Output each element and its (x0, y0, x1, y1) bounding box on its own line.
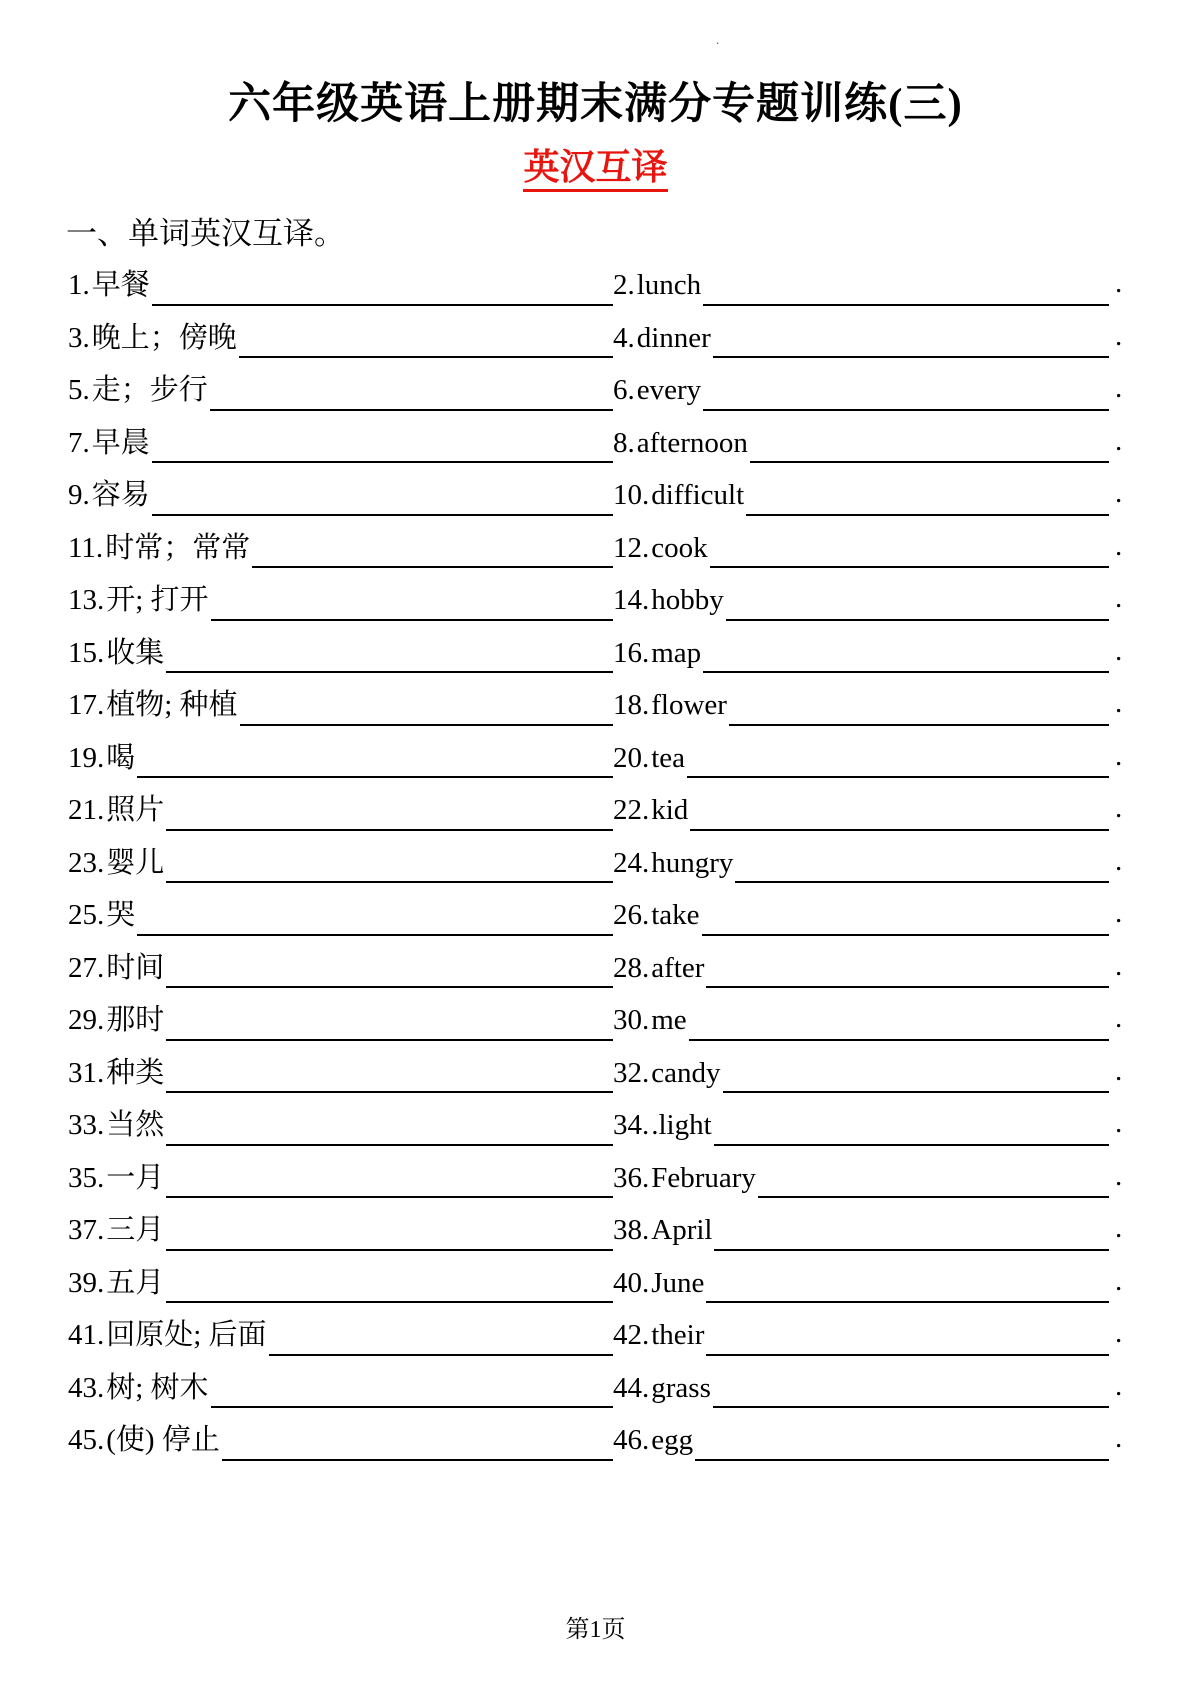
item-number: 46. (613, 1424, 650, 1456)
item-number: 33. (68, 1109, 105, 1141)
section-heading: 一、单词英汉互译。 (66, 216, 345, 251)
exercise-item (68, 469, 613, 522)
answer-blank[interactable] (695, 1429, 1109, 1461)
exercise-item: 4. dinner . (613, 312, 1135, 365)
item-prompt: 喝 (106, 741, 136, 774)
item-number: 23. (68, 846, 105, 879)
item-prompt: 晚上；傍晚 (91, 321, 237, 354)
item-prompt: June (651, 1266, 705, 1299)
item-prompt: 回原处; 后面 (106, 1319, 267, 1351)
item-number: 3. (68, 321, 90, 354)
item-number: 30. (613, 1004, 650, 1036)
exercise-item (68, 1257, 613, 1310)
exercise-item (68, 1362, 613, 1415)
item-number: 36. (613, 1161, 650, 1194)
answer-blank[interactable] (222, 1429, 613, 1461)
item-prompt: April (651, 1214, 713, 1246)
item-number: 29. (68, 1004, 105, 1036)
item-prompt: 那时 (106, 1004, 165, 1036)
answer-blank[interactable] (211, 1376, 613, 1408)
item-prompt: hungry (651, 846, 734, 879)
item-prompt: 当然 (106, 1109, 165, 1141)
exercise-item (68, 837, 613, 890)
item-number: 25. (68, 899, 105, 931)
exercise-item: 46. egg . (613, 1414, 1135, 1467)
item-prompt: February (651, 1161, 756, 1194)
item-number: 7. (68, 426, 90, 459)
exercise-item: 42. their . (613, 1309, 1135, 1362)
exercise-item: 24. hungry . (613, 837, 1135, 890)
item-prompt: 走；步行 (91, 374, 208, 406)
item-prompt: 容易 (91, 479, 150, 511)
item-prompt: tea (651, 741, 686, 774)
exercise-item: 22. kid . (613, 784, 1135, 837)
answer-blank[interactable] (166, 799, 613, 831)
item-prompt: 树; 树木 (106, 1371, 209, 1404)
answer-blank[interactable] (689, 1009, 1109, 1041)
answer-blank[interactable] (687, 746, 1109, 778)
exercise-list (62, 259, 1129, 1467)
exercise-item: 16. map . (613, 627, 1135, 680)
page-subtitle-text: 英汉互译 (523, 147, 667, 192)
page-title: 六年级英语上册期末满分专题训练(三) (228, 81, 963, 128)
item-prompt: (使) 停止 (106, 1424, 220, 1456)
answer-blank[interactable] (726, 589, 1109, 621)
item-prompt: 哭 (106, 899, 136, 931)
answer-blank[interactable] (703, 274, 1109, 306)
page-mark: . (716, 32, 720, 47)
page-subtitle (62, 139, 1129, 190)
item-number: 17. (68, 689, 105, 721)
exercise-item (68, 1152, 613, 1205)
item-number: 4. (613, 321, 635, 354)
item-prompt: 婴儿 (106, 846, 165, 879)
item-number: 16. (613, 636, 650, 669)
answer-blank[interactable] (714, 1219, 1109, 1251)
item-number: 22. (613, 794, 650, 826)
exercise-item: 8. afternoon . (613, 417, 1135, 470)
item-number: 1. (68, 269, 90, 301)
item-prompt: 照片 (106, 794, 165, 826)
exercise-item (68, 1309, 613, 1362)
answer-blank[interactable] (166, 1219, 613, 1251)
answer-blank[interactable] (702, 904, 1109, 936)
answer-blank[interactable] (166, 1166, 613, 1198)
item-prompt: flower (651, 689, 727, 721)
exercise-item (68, 1414, 613, 1467)
page-footer: 第1页 (565, 1617, 626, 1643)
answer-blank[interactable] (166, 641, 613, 673)
answer-blank[interactable] (152, 484, 613, 516)
item-number: 11. (68, 531, 104, 564)
item-prompt: grass (651, 1371, 711, 1404)
item-prompt: 三月 (106, 1214, 165, 1246)
item-prompt: take (651, 899, 700, 931)
item-prompt: egg (651, 1424, 694, 1456)
exercise-item: 28. after . (613, 942, 1135, 995)
exercise-item (68, 627, 613, 680)
item-prompt: 时间 (106, 951, 165, 984)
answer-blank[interactable] (166, 1114, 613, 1146)
item-number: 5. (68, 374, 90, 406)
item-number: 18. (613, 689, 650, 721)
exercise-item (68, 574, 613, 627)
exercise-item: 10. difficult . (613, 469, 1135, 522)
exercise-item (68, 942, 613, 995)
answer-blank[interactable] (714, 1114, 1109, 1146)
answer-blank[interactable] (240, 694, 613, 726)
answer-blank[interactable] (723, 1061, 1110, 1093)
answer-blank[interactable] (137, 904, 613, 936)
answer-blank[interactable] (729, 694, 1109, 726)
exercise-item: 2. lunch . (613, 259, 1135, 312)
answer-blank[interactable] (758, 1166, 1109, 1198)
answer-blank[interactable] (735, 851, 1109, 883)
answer-blank[interactable] (706, 1271, 1109, 1303)
item-number: 38. (613, 1214, 650, 1246)
answer-blank[interactable] (166, 1061, 613, 1093)
item-number: 20. (613, 741, 650, 774)
item-prompt: every (636, 374, 702, 406)
answer-blank[interactable] (152, 431, 613, 463)
item-prompt: .light (651, 1109, 712, 1141)
answer-blank[interactable] (269, 1324, 613, 1356)
item-prompt: 一月 (106, 1161, 165, 1194)
exercise-item: 38. April . (613, 1204, 1135, 1257)
exercise-item: 6. every . (613, 364, 1135, 417)
item-prompt: 五月 (106, 1266, 165, 1299)
exercise-item (68, 1047, 613, 1100)
answer-blank[interactable] (703, 379, 1109, 411)
exercise-item (68, 1204, 613, 1257)
item-prompt: difficult (651, 479, 745, 511)
answer-blank[interactable] (706, 956, 1109, 988)
item-prompt: 时常；常常 (105, 531, 251, 564)
exercise-item: 26. take . (613, 889, 1135, 942)
item-number: 40. (613, 1266, 650, 1299)
item-prompt: 种类 (106, 1056, 165, 1089)
item-number: 2. (613, 269, 635, 301)
exercise-item: 30. me . (613, 994, 1135, 1047)
exercise-item: 44. grass . (613, 1362, 1135, 1415)
item-prompt: after (651, 951, 705, 984)
exercise-item: 14. hobby . (613, 574, 1135, 627)
answer-blank[interactable] (713, 1376, 1109, 1408)
exercise-item (68, 889, 613, 942)
answer-blank[interactable] (703, 641, 1109, 673)
item-prompt: lunch (636, 269, 702, 301)
item-number: 6. (613, 374, 635, 406)
item-prompt: candy (651, 1056, 721, 1089)
item-prompt: 开; 打开 (106, 584, 209, 616)
item-prompt: 收集 (106, 636, 165, 669)
item-number: 8. (613, 426, 635, 459)
item-number: 21. (68, 794, 105, 826)
item-number: 14. (613, 584, 650, 616)
answer-blank[interactable] (166, 851, 613, 883)
exercise-item (68, 259, 613, 312)
exercise-item (68, 994, 613, 1047)
item-number: 15. (68, 636, 105, 669)
answer-blank[interactable] (211, 589, 613, 621)
item-prompt: afternoon (636, 426, 748, 459)
exercise-item (68, 784, 613, 837)
item-number: 26. (613, 899, 650, 931)
exercise-item: 32. candy . (613, 1047, 1135, 1100)
exercise-item: 18. flower . (613, 679, 1135, 732)
item-prompt: 早晨 (91, 426, 150, 459)
item-number: 39. (68, 1266, 105, 1299)
exercise-item (68, 417, 613, 470)
answer-blank[interactable] (166, 1009, 613, 1041)
answer-blank[interactable] (166, 956, 613, 988)
item-number: 43. (68, 1371, 105, 1404)
item-number: 24. (613, 846, 650, 879)
item-number: 37. (68, 1214, 105, 1246)
exercise-item (68, 364, 613, 417)
item-number: 41. (68, 1319, 105, 1351)
answer-blank[interactable] (137, 746, 613, 778)
item-number: 9. (68, 479, 90, 511)
item-prompt: dinner (636, 321, 711, 354)
answer-blank[interactable] (710, 536, 1109, 568)
item-prompt: cook (651, 531, 708, 564)
item-number: 42. (613, 1319, 650, 1351)
item-prompt: map (651, 636, 702, 669)
item-number: 34. (613, 1109, 650, 1141)
exercise-item (68, 1099, 613, 1152)
item-prompt: hobby (651, 584, 724, 616)
answer-blank[interactable] (239, 326, 613, 358)
exercise-item: 36. February . (613, 1152, 1135, 1205)
item-prompt: 早餐 (91, 269, 150, 301)
exercise-item: 12. cook . (613, 522, 1135, 575)
item-number: 28. (613, 951, 650, 984)
item-prompt: 植物; 种植 (106, 689, 238, 721)
exercise-item (68, 732, 613, 785)
item-prompt: me (651, 1004, 687, 1036)
item-number: 35. (68, 1161, 105, 1194)
item-number: 44. (613, 1371, 650, 1404)
answer-blank[interactable] (210, 379, 613, 411)
exercise-item: 40. June . (613, 1257, 1135, 1310)
answer-blank[interactable] (252, 536, 613, 568)
item-number: 19. (68, 741, 105, 774)
answer-blank[interactable] (152, 274, 613, 306)
item-number: 10. (613, 479, 650, 511)
item-number: 32. (613, 1056, 650, 1089)
answer-blank[interactable] (166, 1271, 613, 1303)
exercise-item (68, 522, 613, 575)
exercise-item (68, 679, 613, 732)
exercise-item: 20. tea . (613, 732, 1135, 785)
item-number: 13. (68, 584, 105, 616)
item-number: 27. (68, 951, 105, 984)
item-prompt: kid (651, 794, 689, 826)
item-number: 12. (613, 531, 650, 564)
exercise-item: 34. .light . (613, 1099, 1135, 1152)
answer-blank[interactable] (690, 799, 1109, 831)
exercise-item (68, 312, 613, 365)
item-prompt: their (651, 1319, 705, 1351)
item-number: 31. (68, 1056, 105, 1089)
answer-blank[interactable] (713, 326, 1109, 358)
answer-blank[interactable] (746, 484, 1109, 516)
answer-blank[interactable] (750, 431, 1109, 463)
answer-blank[interactable] (706, 1324, 1109, 1356)
item-number: 45. (68, 1424, 105, 1456)
